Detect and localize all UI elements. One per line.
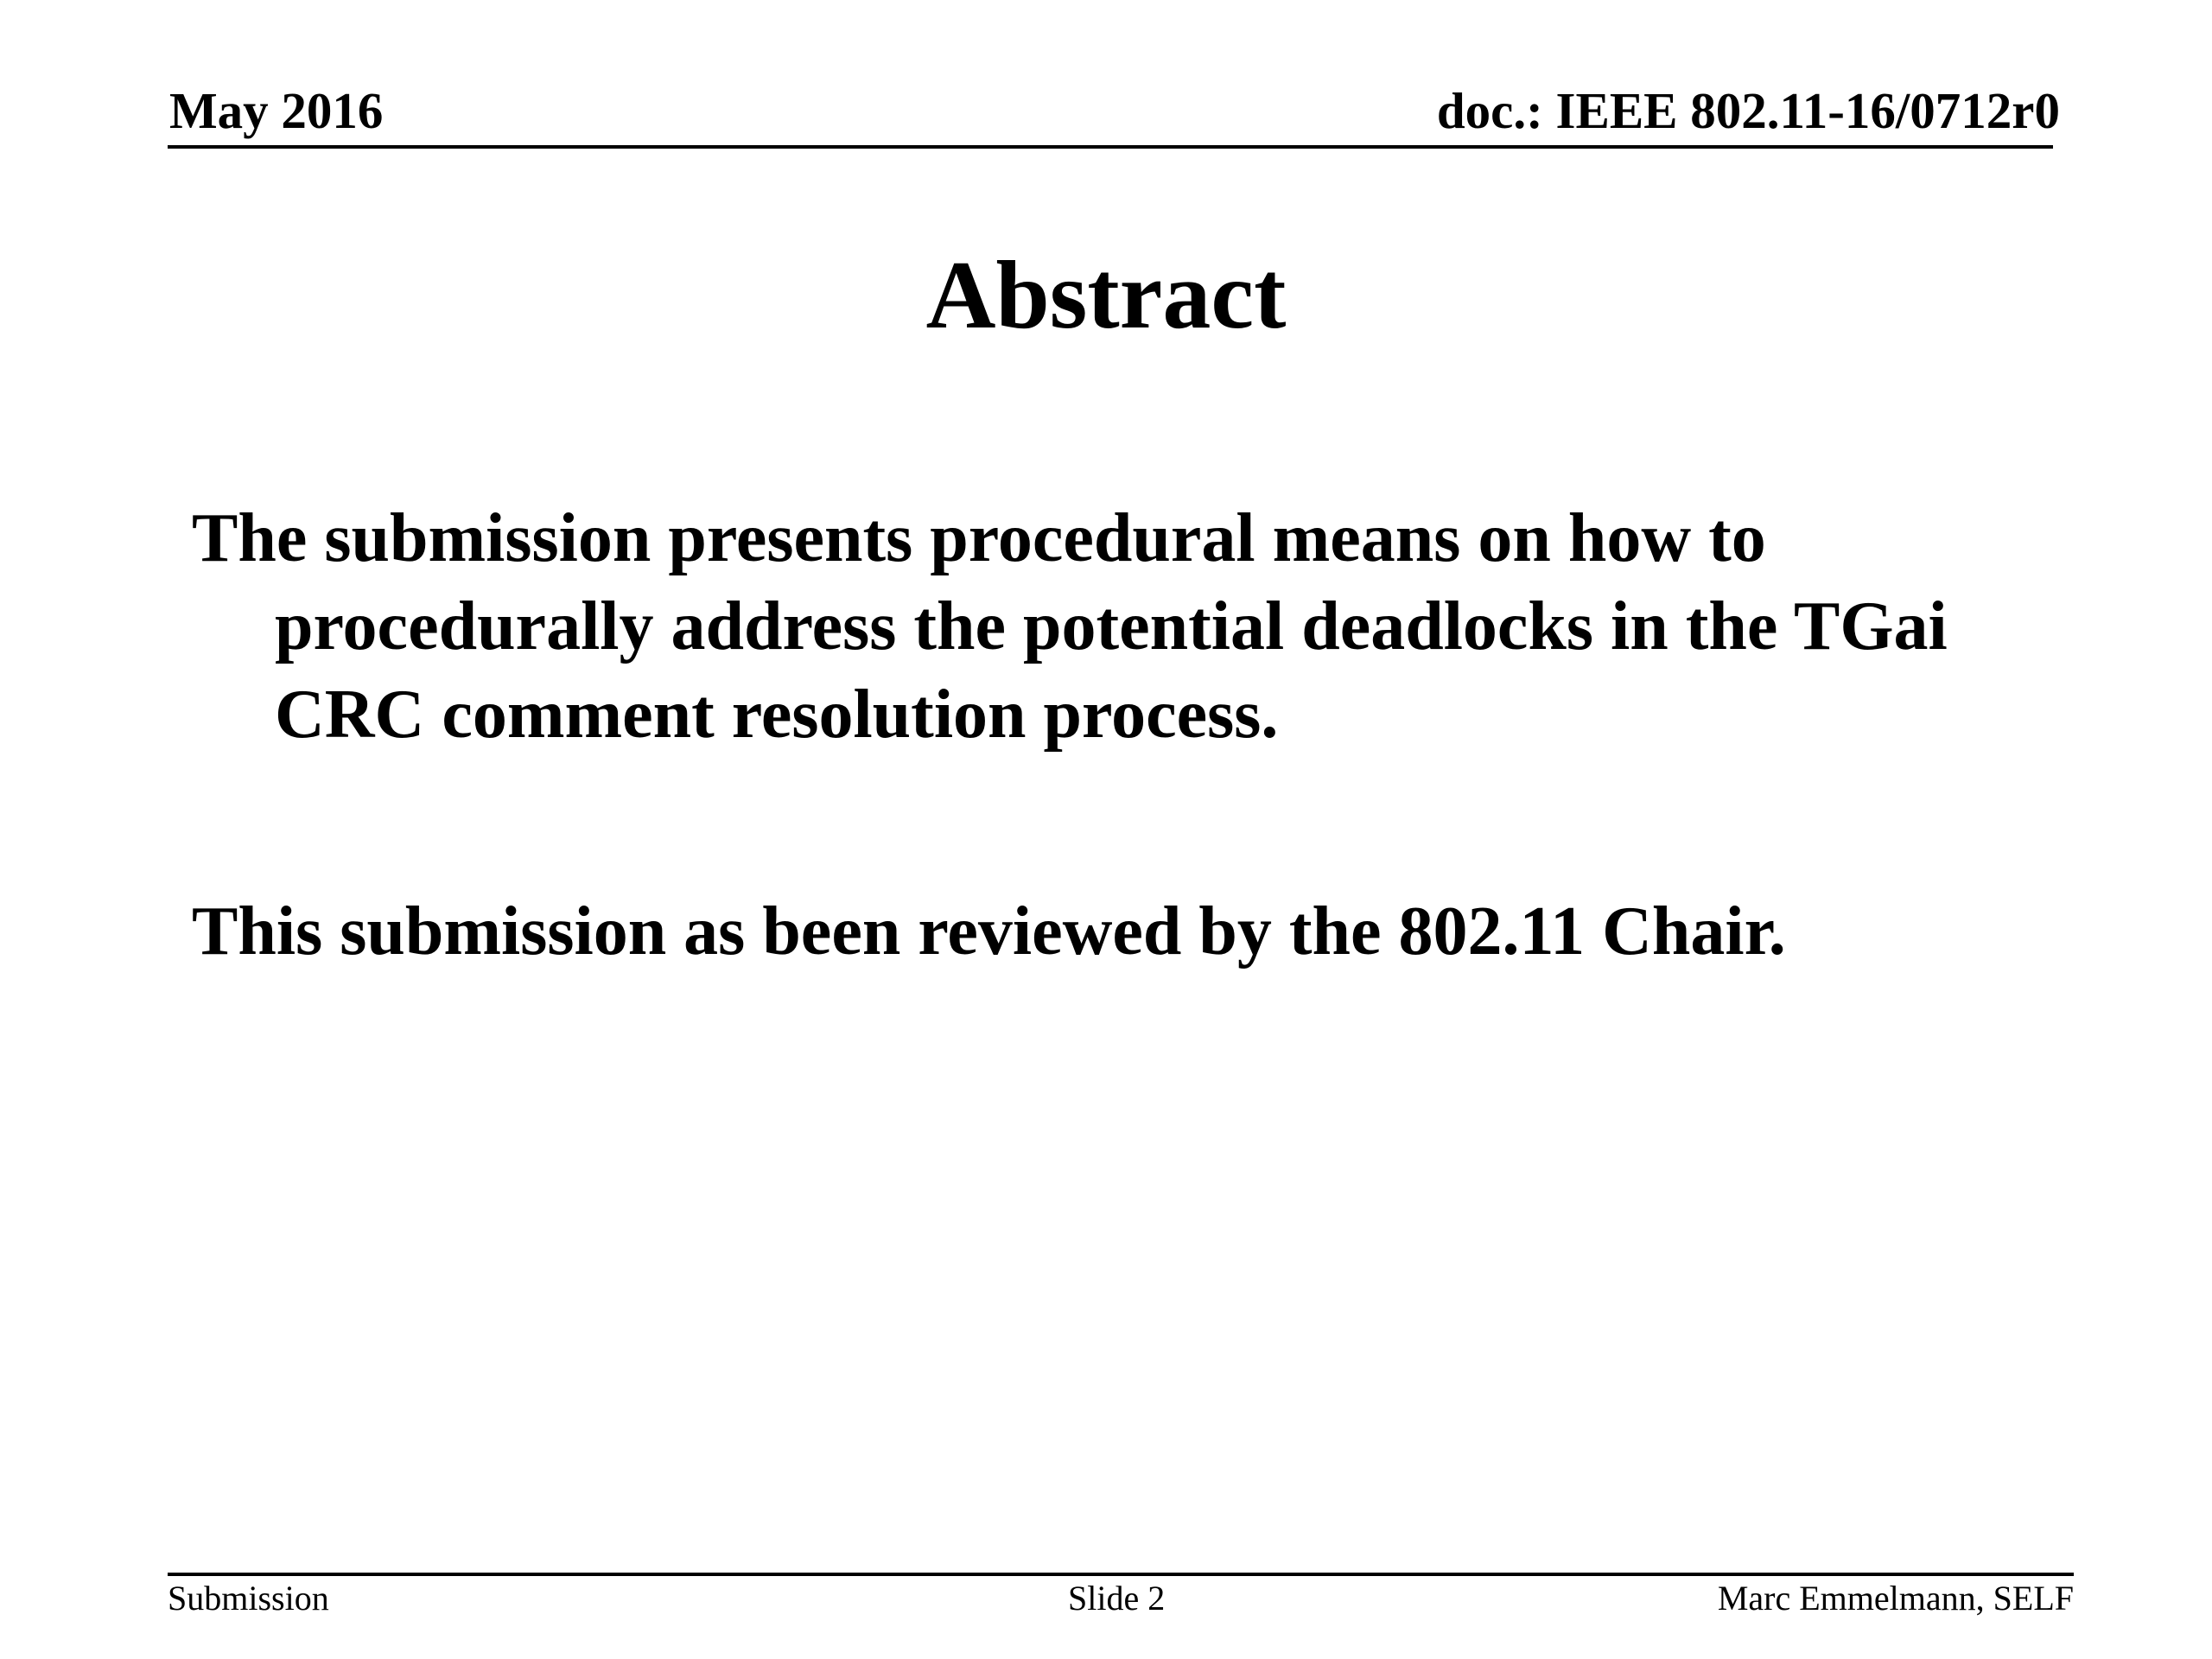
header-date: May 2016	[169, 82, 384, 139]
slide-title: Abstract	[925, 242, 1287, 349]
footer-author: Marc Emmelmann, SELF	[1717, 1579, 2074, 1618]
abstract-paragraph-1: The submission presents procedural means on how to procedurally address the potential deadlocks in the TGai CRC comment resolution process.	[192, 500, 1948, 753]
header-document-id: doc.: IEEE 802.11-16/0712r0	[1436, 82, 2060, 139]
footer-divider	[168, 1573, 2074, 1576]
footer-submission: Submission	[168, 1579, 329, 1618]
header-divider	[168, 145, 2053, 149]
footer-slide-number: Slide 2	[1068, 1579, 1166, 1618]
abstract-paragraph-2: This submission as been reviewed by the 802.11 Chair.	[192, 893, 1786, 969]
